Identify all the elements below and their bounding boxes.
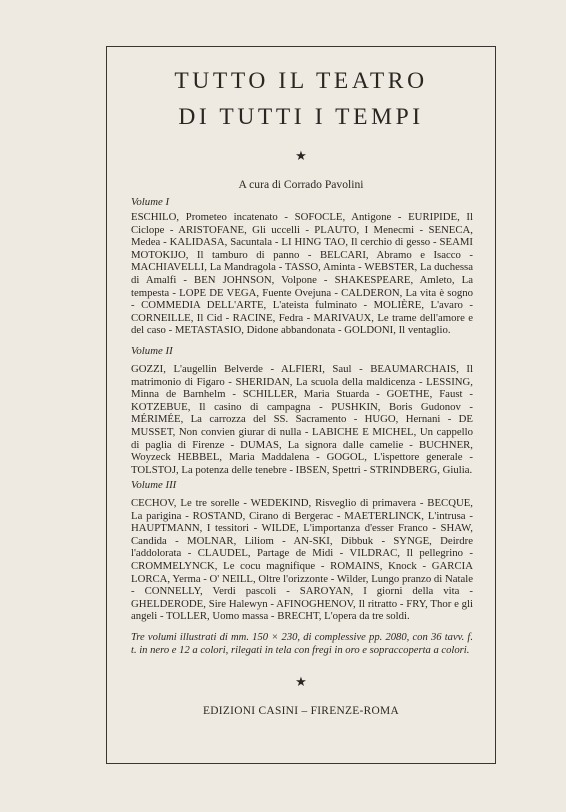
star-ornament-top: ★ [295,148,307,163]
volume-3-contents [131,497,473,623]
edition-note: Tre volumi illustrati di mm. 150 × 230, di complessive pp. 2080, con 36 tavv. f. t. in nero e 12 a colori, rilegati in tela con fregi in oro e sopraccoperta a colori. [131,632,473,656]
volume-2-label: Volume II [131,345,173,357]
volume-3-label: Volume III [131,479,177,491]
publisher-line: EDIZIONI CASINI – FIRENZE-ROMA [203,705,399,717]
volume-2-text: GOZZI, L'augellin Belverde - ALFIERI, Saul - BEAUMARCHAIS, Il matrimonio di Figaro - SHERIDAN, La scuola della maldicenza - LESSING, Minna de Barnhelm - SCHILLER, Maria Stuarda - GOETHE, Faust - KOTZEBUE, Il casino di campagna - PUSHKIN, Boris Gudonov - MÉRIMÉE, La carrozza del SS. Sacramento - HUGO, Hernani - DE MUSSET, Non convien giurar di nulla - LABICHE E MICHEL, Un cappello di paglia di Firenze - DUMAS, La signora dalle camelie - BUCHNER, Woyzeck HEBBEL, Maria Maddalena - GOGOL, L'ispettore generale - TOLSTOJ, La potenza delle tenebre - IBSEN, Spettri - STRINDBERG, Giulia. [131,363,473,476]
volume-1-text: ESCHILO, Prometeo incatenato - SOFOCLE, Antigone - EURIPIDE, Il Ciclope - ARISTOFANE, Gli uccelli - PLAUTO, I Menecmi - SENECA, Medea - KALIDASA, Sacuntala - LI HING TAO, Il cerchio di gesso - SEAMI MOTOKIJO, Il tamburo di panno - BELCARI, Abramo e Isacco - MACHIAVELLI, La Mandragola - TASSO, Aminta - WEBSTER, La duchessa di Amalfi - BEN JOHNSON, Volpone - SHAKESPEARE, Amleto, La tempesta - LOPE DE VEGA, Fuente Ovejuna - CALDERON, La vita è sogno - COMMEDIA DELL'ARTE, L'ateista fulminato - MOLIÈRE, L'avaro - CORNEILLE, Il Cid - RACINE, Fedra - MARIVAUX, Le trame dell'amore e del caso - METASTASIO, Didone abbandonata - GOLDONI, Il ventaglio. [131,211,473,337]
star-ornament-bottom: ★ [295,674,307,689]
volume-1-contents [131,211,473,337]
title-line-1: TUTTO IL TEATRO [174,68,428,94]
title-line-2: DI TUTTI I TEMPI [178,104,424,130]
curator-line: A cura di Corrado Pavolini [238,178,364,191]
volume-3-text: CECHOV, Le tre sorelle - WEDEKIND, Risveglio di primavera - BECQUE, La parigina - ROSTAND, Cirano di Bergerac - MAETERLINCK, L'intrusa - HAUPTMANN, I tessitori - WILDE, L'importanza d'esser Franco - SHAW, Candida - MOLNAR, Liliom - AN-SKI, Dibbuk - SYNGE, Deirdre l'addolorata - CLAUDEL, Partage de Midi - VILDRAC, Il pellegrino - CROMMELYNCK, Le cocu magnifique - ROMAINS, Knock - GARCIA LORCA, Yerma - O' NEILL, Oltre l'orizzonte - Wilder, Lungo pranzo di Natale - CONNELLY, Verdi pascoli - SAROYAN, I giorni della vita - GHELDERODE, Sire Halewyn - AFINOGHENOV, Il ritratto - FRY, Thor e gli angeli - TOLLER, Uomo massa - BRECHT, L'opera da tre soldi. [131,497,473,623]
volume-2-contents [131,363,473,476]
volume-1-label: Volume I [131,196,170,208]
